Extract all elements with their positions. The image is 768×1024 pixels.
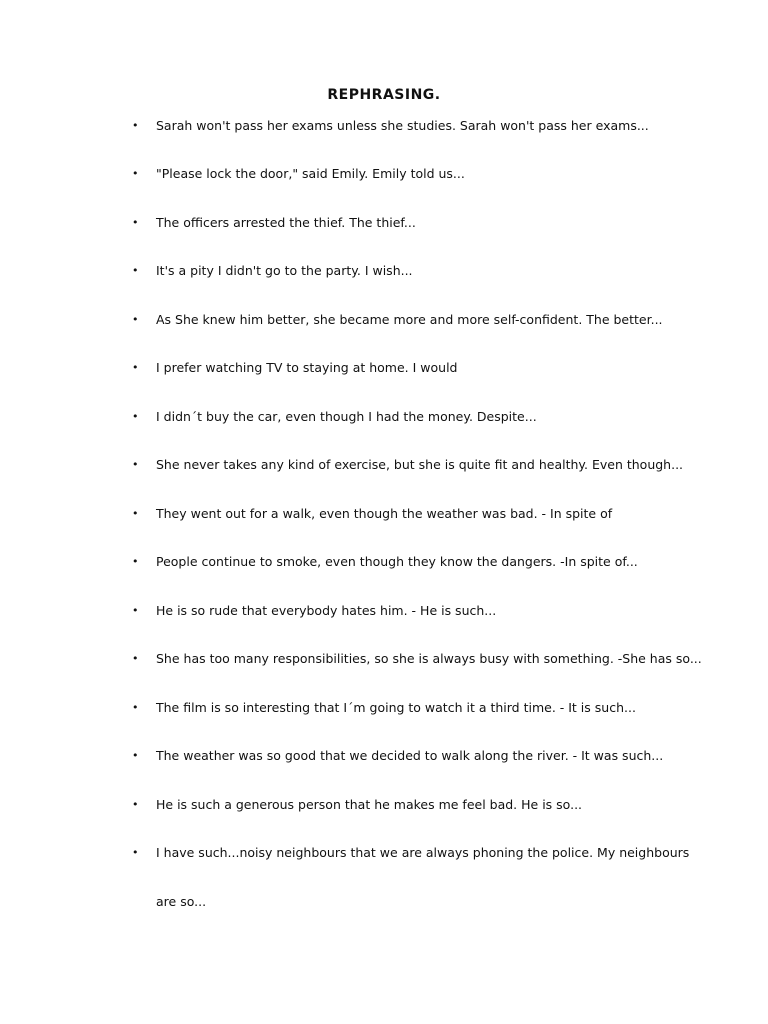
list-item-text: Sarah won't pass her exams unless she studies. Sarah won't pass her exams... xyxy=(156,118,649,133)
list-item-text: The officers arrested the thief. The thief... xyxy=(156,215,416,230)
bullet-icon: • xyxy=(132,313,139,326)
bullet-icon: • xyxy=(132,507,139,520)
list-item-text: It's a pity I didn't go to the party. I wish... xyxy=(156,263,413,278)
bullet-icon: • xyxy=(132,652,139,665)
bullet-icon: • xyxy=(132,701,139,714)
bullet-icon: • xyxy=(132,604,139,617)
list-item-text: "Please lock the door," said Emily. Emily told us... xyxy=(156,166,465,181)
bullet-icon: • xyxy=(132,216,139,229)
list-item-continuation: are so... xyxy=(156,894,207,909)
bullet-icon: • xyxy=(132,749,139,762)
list-item-text: I have such...noisy neighbours that we are always phoning the police. My neighbours xyxy=(156,845,690,860)
list-item-text: People continue to smoke, even though they know the dangers. -In spite of... xyxy=(156,554,638,569)
bullet-icon: • xyxy=(132,458,139,471)
bullet-icon: • xyxy=(132,167,139,180)
list-item-text: He is so rude that everybody hates him. - He is such... xyxy=(156,603,497,618)
list-item-text: The film is so interesting that I´m going to watch it a third time. - It is such... xyxy=(156,700,636,715)
page-title: REPHRASING. xyxy=(327,87,441,103)
bullet-icon: • xyxy=(132,361,139,374)
list-item-text: They went out for a walk, even though the weather was bad. - In spite of xyxy=(156,506,613,521)
bullet-icon: • xyxy=(132,846,139,859)
list-item-text: She never takes any kind of exercise, but she is quite fit and healthy. Even though... xyxy=(156,457,684,472)
list-item-text: He is such a generous person that he makes me feel bad. He is so... xyxy=(156,797,583,812)
list-item-text: As She knew him better, she became more and more self-confident. The better... xyxy=(156,312,663,327)
bullet-icon: • xyxy=(132,410,139,423)
bullet-icon: • xyxy=(132,555,139,568)
bullet-icon: • xyxy=(132,119,139,132)
bullet-icon: • xyxy=(132,798,139,811)
list-item-text: I prefer watching TV to staying at home. I would xyxy=(156,360,458,375)
list-item-text: The weather was so good that we decided to walk along the river. - It was such... xyxy=(156,748,664,763)
list-item-text: She has too many responsibilities, so she is always busy with something. -She has so... xyxy=(156,651,702,666)
list-item-text: I didn´t buy the car, even though I had the money. Despite... xyxy=(156,409,537,424)
bullet-icon: • xyxy=(132,264,139,277)
